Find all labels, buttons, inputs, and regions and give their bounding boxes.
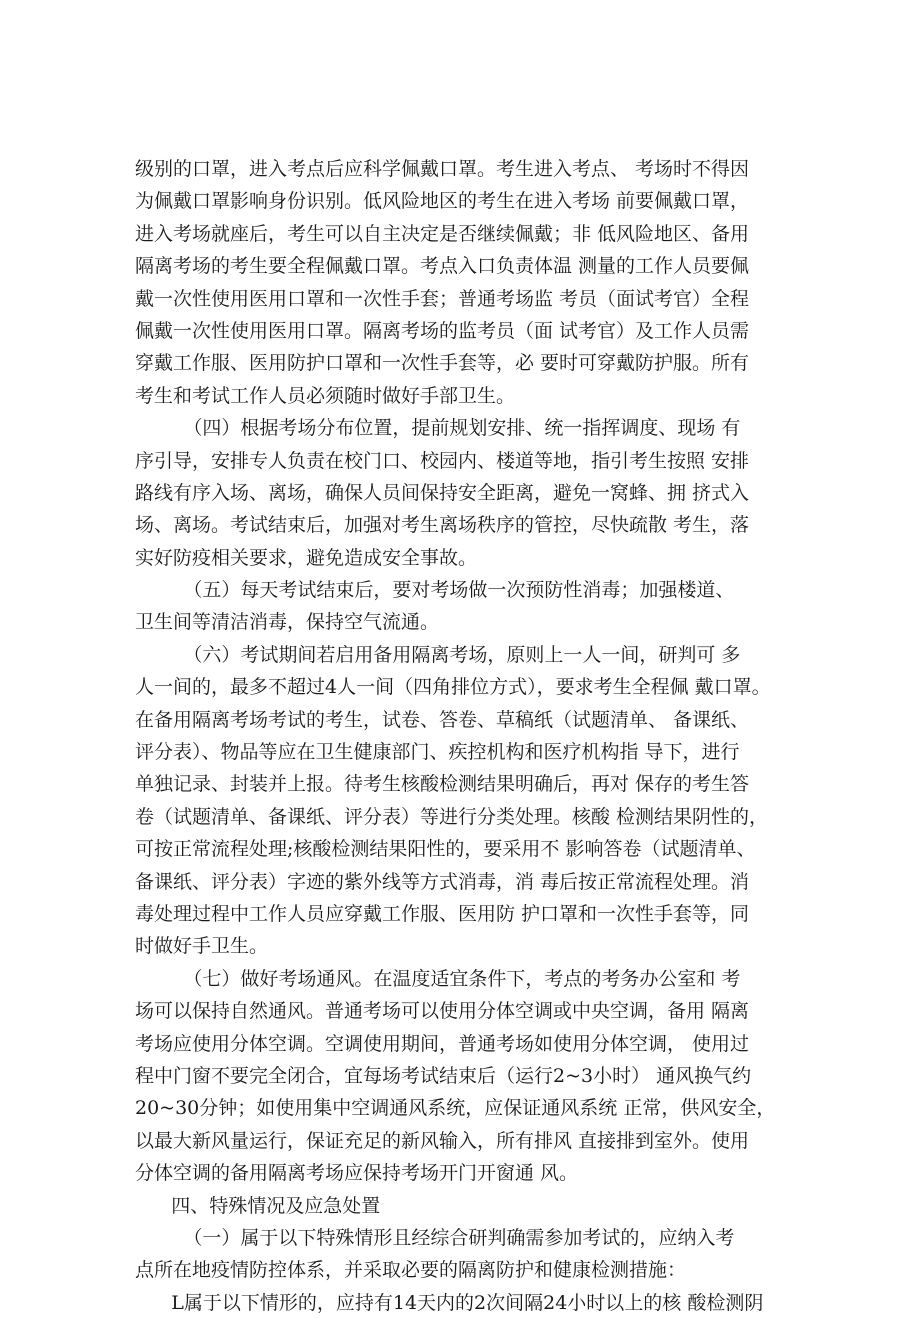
section-heading: 四、特殊情况及应急处置 xyxy=(135,1194,381,1217)
text-line: （七）做好考场通风。在温度适宜条件下，考点的考务办公室和 考 xyxy=(135,967,741,990)
text-line: 进入考场就座后，考生可以自主决定是否继续佩戴；非 低风险地区、备用 xyxy=(135,222,750,245)
text-line: 为佩戴口罩影响身份识别。低风险地区的考生在进入考场 前要佩戴口罩， xyxy=(135,190,750,213)
text-line: 级别的口罩，进入考点后应科学佩戴口罩。考生进入考点、 考场时不得因 xyxy=(135,158,750,180)
text-line: 场、离场。考试结束后，加强对考生离场秩序的管控，尽快疏散 考生，落 xyxy=(135,514,750,537)
text-line: （一）属于以下特殊情形且经综合研判确需参加考试的，应纳入考 xyxy=(135,1226,735,1249)
text-line: 佩戴一次性使用医用口罩。隔离考场的监考员（面 试考官）及工作人员需 xyxy=(135,319,750,342)
text-line: 穿戴工作服、医用防护口罩和一次性手套等，必 要时可穿戴防护服。所有 xyxy=(135,352,750,375)
text-line: 场可以保持自然通风。普通考场可以使用分体空调或中央空调，备用 隔离 xyxy=(135,1000,750,1023)
text-line: 人一间的，最多不超过4人一间（四角排位方式），要求考生全程佩 戴口罩。 xyxy=(135,676,771,699)
text-line: 分体空调的备用隔离考场应保持考场开门开窗通 风。 xyxy=(135,1162,579,1185)
text-line: 戴一次性使用医用口罩和一次性手套；普通考场监 考员（面试考官）全程 xyxy=(135,287,750,310)
text-line: 20~30分钟；如使用集中空调通风系统，应保证通风系统 正常，供风安全， xyxy=(135,1097,776,1120)
text-line: 单独记录、封装并上报。待考生核酸检测结果明确后，再对 保存的考生答 xyxy=(135,773,750,796)
text-line: 卷（试题清单、备课纸、评分表）等进行分类处理。核酸 检测结果阴性的， xyxy=(135,805,769,828)
text-line: 时做好手卫生。 xyxy=(135,935,269,958)
text-line: （四）根据考场分布位置，提前规划安排、统一指挥调度、现场 有 xyxy=(135,417,741,440)
text-line: （六）考试期间若启用备用隔离考场，原则上一人一间，研判可 多 xyxy=(135,643,741,666)
text-line: 考生和考试工作人员必须随时做好手部卫生。 xyxy=(135,384,516,407)
text-line: 以最大新风量运行，保证充足的新风输入，所有排风 直接排到室外。使用 xyxy=(135,1129,750,1152)
text-line: 程中门窗不要完全闭合，宜每场考试结束后（运行2~3小时） 通风换气约 xyxy=(135,1064,752,1087)
text-line: 卫生间等清洁消毒，保持空气流通。 xyxy=(135,611,440,634)
text-line: 可按正常流程处理;核酸检测结果阳性的，要采用不 影响答卷（试题清单、 xyxy=(135,838,756,861)
text-line: 路线有序入场、离场，确保人员间保持安全距离，避免一窝蜂、拥 挤式入 xyxy=(135,481,750,504)
text-line: 备课纸、评分表）字迹的紫外线等方式消毒，消 毒后按正常流程处理。消 xyxy=(135,870,750,893)
text-line: 考场应使用分体空调。空调使用期间，普通考场如使用分体空调， 使用过 xyxy=(135,1032,750,1055)
text-line: 评分表）、物品等应在卫生健康部门、疾控机构和医疗机构指 导下，进行 xyxy=(135,741,740,764)
text-line: （五）每天考试结束后，要对考场做一次预防性消毒；加强楼道、 xyxy=(135,579,735,602)
text-line: 毒处理过程中工作人员应穿戴工作服、医用防 护口罩和一次性手套等，同 xyxy=(135,902,750,925)
text-line: L属于以下情形的，应持有14天内的2次间隔24小时以上的核 酸检测阴 xyxy=(135,1291,764,1314)
body-text xyxy=(135,153,815,1319)
text-line: 序引导，安排专人负责在校门口、校园内、楼道等地，指引考生按照 安排 xyxy=(135,449,750,472)
text-line: 在备用隔离考场考试的考生，试卷、答卷、草稿纸（试题清单、 备课纸、 xyxy=(135,708,750,731)
text-line: 点所在地疫情防控体系，并采取必要的隔离防护和健康检测措施： xyxy=(135,1259,687,1282)
text-line: 隔离考场的考生要全程佩戴口罩。考点入口负责体温 测量的工作人员要佩 xyxy=(135,255,750,278)
text-line: 实好防疫相关要求，避免造成安全事故。 xyxy=(135,546,478,569)
